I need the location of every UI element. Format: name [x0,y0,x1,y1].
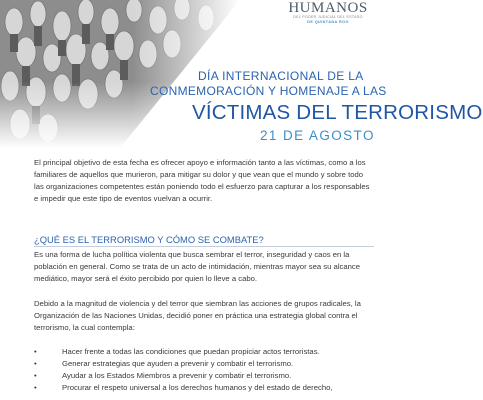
list-item [34,370,380,382]
list-item-text: Generar estrategias que ayuden a prevenir y combatir el terrorismo. [62,359,294,369]
title-line-1: DÍA INTERNACIONAL DE LA [198,69,364,83]
intro-paragraph: El principal objetivo de esta fecha es ofrecer apoyo e información tanto a las víctimas, como a los familiares de aquellos que murieron, para mitigar su dolor y que vean que el mundo y sobre todo las organizaciones competentes están poniendo todo el esfuerzo para capturar a los responsables e impedir que este tipo de eventos vuelvan a ocurrir. [34,158,370,204]
list-item [34,382,380,394]
definition-paragraph: Es una forma de lucha política violenta que busca sembrar el terror, inseguridad y caos en la población en general. Como se trata de un acto de intimidación, mientras mayor sea su alcance mediático, mayor será el éxito percibido por quien lo lleve a cabo. [34,250,361,284]
list-item [34,346,380,358]
bullet-icon: • [34,359,37,369]
event-date: 21 DE AGOSTO [260,128,375,143]
strategy-paragraph: Debido a la magnitud de violencia y del terror que siembran las acciones de grupos radicales, la Organización de las Naciones Unidas, decidió poner en práctica una estrategia global contra el terrorismo, la cual contempla: [34,299,361,333]
list-item [34,358,380,370]
title-line-2: CONMEMORACIÓN Y HOMENAJE A LAS [150,84,387,98]
logo-title: HUMANOS [288,0,368,16]
strategy-list [34,346,380,395]
heading-divider [34,246,374,247]
bullet-icon: • [34,371,37,381]
logo-subtitle: DEL PODER JUDICIAL DEL ESTADO [293,15,363,19]
list-item-text: Hacer frente a todas las condiciones que puedan propiciar actos terroristas. [62,347,320,356]
header-banner [0,0,483,150]
list-item-text: Procurar el respeto universal a los derechos humanos y del estado de derecho, [62,383,333,393]
page-title: VÍCTIMAS DEL TERRORISMO [192,101,483,124]
bullet-icon: • [34,383,37,393]
bullet-icon: • [34,347,37,356]
section-heading: ¿QUÉ ES EL TERRORISMO Y CÓMO SE COMBATE? [34,234,264,245]
institution-logo [256,0,400,34]
list-item-text: Ayudar a los Estados Miembros a prevenir y combatir el terrorismo. [62,371,292,381]
logo-state: DE QUINTANA ROO [307,20,349,24]
